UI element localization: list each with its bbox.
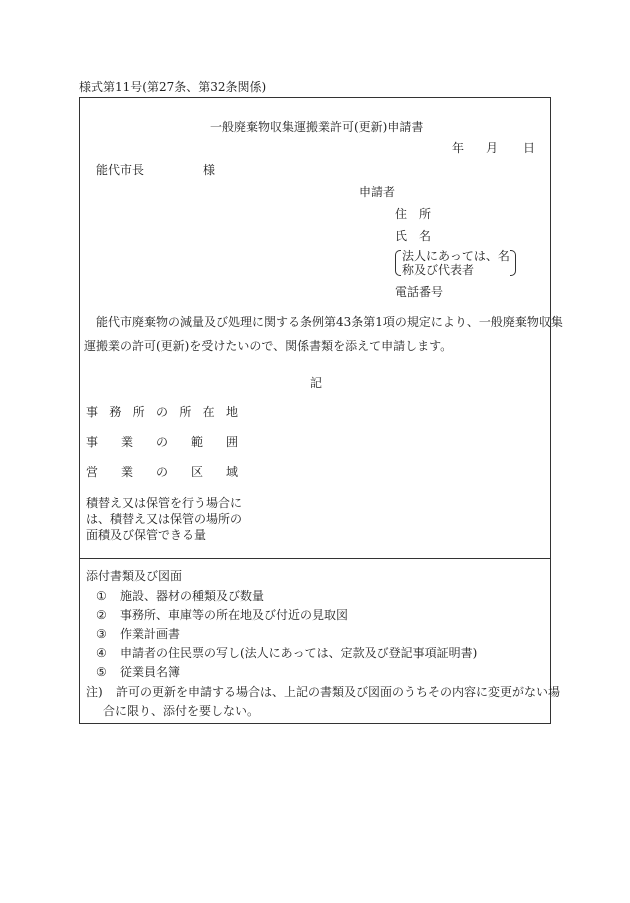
addressee-honorific: 様 bbox=[203, 163, 216, 177]
attachment-text: 事務所、車庫等の所在地及び付近の見取図 bbox=[120, 608, 349, 622]
field-business-area: 営 業 の 区 域 bbox=[86, 465, 238, 479]
addressee-name: 能代市長 bbox=[96, 163, 145, 177]
attachment-text: 申請者の住民票の写し(法人にあっては、定款及び登記事項証明書) bbox=[120, 646, 478, 660]
section-divider bbox=[80, 558, 550, 559]
attachment-num: ② bbox=[96, 608, 107, 622]
body-line-1: 能代市廃棄物の減量及び処理に関する条例第43条第1項の規定により、一般廃棄物収集 bbox=[96, 315, 563, 329]
note-label: 注) bbox=[86, 685, 103, 699]
field-business-scope: 事 業 の 範 囲 bbox=[86, 435, 238, 449]
note-line2: 合に限り、添付を要しない。 bbox=[103, 704, 260, 718]
corporate-note-line2: 称及び代表者 bbox=[402, 263, 475, 277]
document-title: 一般廃棄物収集運搬業許可(更新)申請書 bbox=[210, 120, 424, 134]
attachments-heading: 添付書類及び図面 bbox=[86, 569, 183, 583]
attachment-text: 従業員名簿 bbox=[120, 665, 181, 679]
field-storage-line2: は、積替え又は保管の場所の bbox=[86, 512, 243, 526]
attachment-text: 施設、器材の種類及び数量 bbox=[120, 589, 265, 603]
ki-marker: 記 bbox=[310, 376, 323, 390]
applicant-phone-label: 電話番号 bbox=[395, 285, 444, 299]
applicant-address-label: 住 所 bbox=[395, 207, 432, 221]
corporate-note-line1: 法人にあっては、名 bbox=[402, 249, 510, 263]
field-office-location: 事 務 所 の 所 在 地 bbox=[86, 405, 238, 419]
attachment-text: 作業計画書 bbox=[120, 627, 181, 641]
bracket-close-icon bbox=[510, 250, 516, 276]
attachment-num: ③ bbox=[96, 627, 107, 641]
body-line-2: 運搬業の許可(更新)を受けたいので、関係書類を添えて申請します。 bbox=[84, 339, 453, 353]
applicant-heading: 申請者 bbox=[359, 185, 396, 199]
bracket-open-icon bbox=[395, 250, 401, 276]
attachment-num: ① bbox=[96, 589, 107, 603]
attachment-num: ④ bbox=[96, 646, 107, 660]
date-month-label: 月 bbox=[486, 141, 499, 155]
field-storage-line3: 面積及び保管できる量 bbox=[86, 528, 207, 542]
date-year-label: 年 bbox=[452, 141, 465, 155]
applicant-name-label: 氏 名 bbox=[395, 229, 432, 243]
date-day-label: 日 bbox=[523, 141, 536, 155]
note-line1: 許可の更新を申請する場合は、上記の書類及び図面のうちその内容に変更がない場 bbox=[116, 685, 561, 699]
field-storage-line1: 積替え又は保管を行う場合に bbox=[86, 496, 243, 510]
form-number: 様式第11号(第27条、第32条関係) bbox=[79, 80, 267, 94]
attachment-num: ⑤ bbox=[96, 665, 107, 679]
